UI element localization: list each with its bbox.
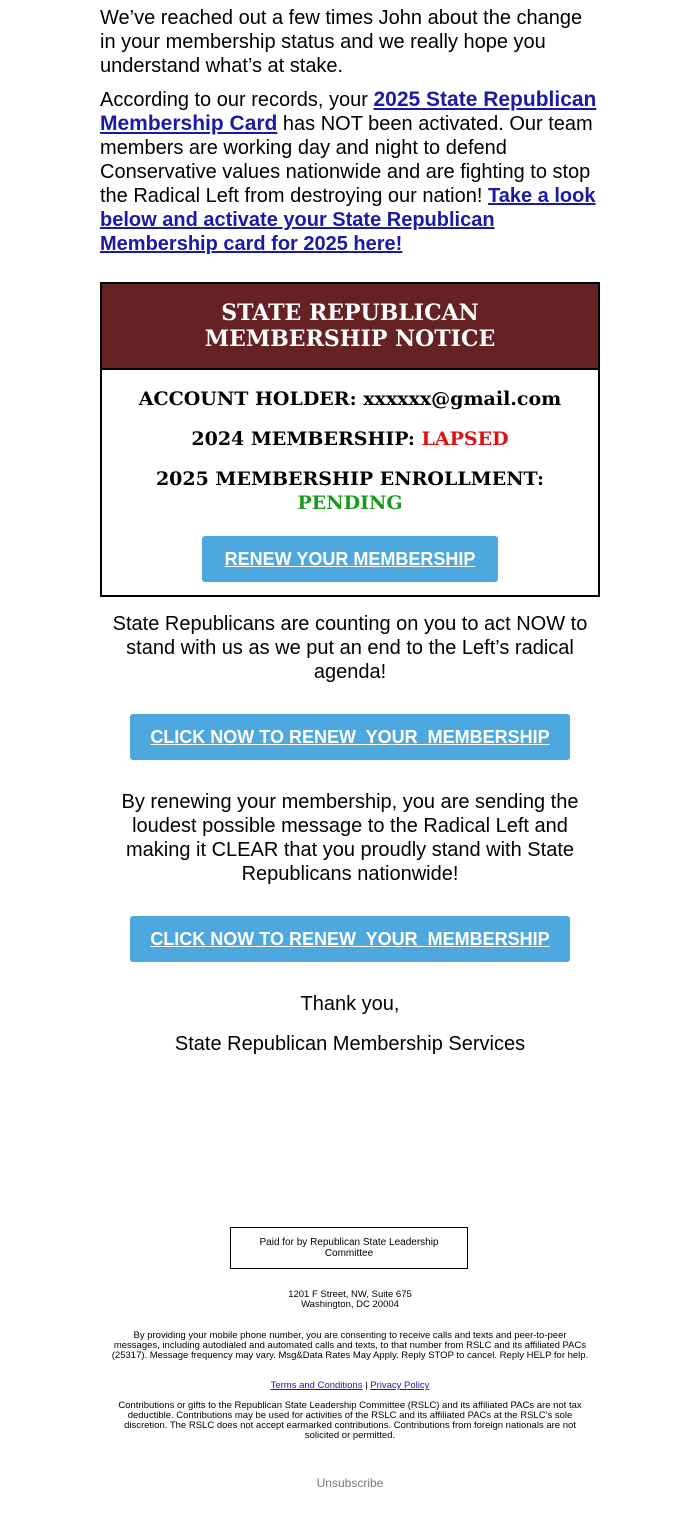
email-intro (100, 0, 600, 256)
renewal-message-paragraph: By renewing your membership, you are sending the loudest possible message to the Radical Left and making it CLEAR that you proudly stand with State Republicans nationwide! (121, 791, 579, 885)
intro-paragraph-2 (100, 88, 600, 256)
links-separator: | (362, 1380, 371, 1391)
address-line-1: 1201 F Street, NW, Suite 675 (288, 1289, 412, 1300)
call-to-action-paragraph: State Republicans are counting on you to act NOW to stand with us as we put an end to the Left’s radical agenda! (112, 613, 588, 683)
membership-2025-label: 2025 MEMBERSHIP ENROLLMENT: (155, 468, 545, 490)
account-holder-row (102, 387, 598, 411)
paid-for-text: Paid for by Republican State Leadership Committee (259, 1237, 439, 1259)
contributions-disclaimer: Contributions or gifts to the Republican State Leadership Committee (RSLC) and its affiliated PACs are not tax deductible. Contributions may be used for activities of the RSLC and its affiliated PACs at the RSLC’s sole discretion. The RSLC does not accept earmarked contributions. Contributions from foreign nationals are not solicited or permitted. (118, 1400, 582, 1441)
sms-disclaimer: By providing your mobile phone number, you are consenting to receive calls and texts and peer-to-peer messages, including autodialed and automated calls and texts, to that number from RSLC and its affiliated PACs (25317). Message frequency may vary. Msg&Data Rates May Apply. Reply STOP to cancel. Reply HELP for help. (111, 1330, 589, 1361)
click-renew-button-1[interactable]: CLICK NOW TO RENEW YOUR MEMBERSHIP (130, 714, 570, 760)
membership-2024-status: LAPSED (421, 428, 509, 450)
intro-paragraph-1: We’ve reached out a few times John about the change in your membership status and we really hope you understand what’s at stake. (100, 7, 583, 77)
legal-links (110, 1381, 590, 1391)
notice-header (102, 284, 598, 370)
membership-2025-row (102, 467, 598, 515)
activate-card-link[interactable]: Take a look below and activate your State Republican Membership card for 2025 here! (100, 185, 596, 255)
membership-notice-box (100, 282, 600, 597)
mailing-address (110, 1290, 590, 1310)
membership-2025-status: PENDING (297, 492, 403, 514)
account-holder-label: ACCOUNT HOLDER: (138, 388, 364, 410)
privacy-link[interactable]: Privacy Policy (370, 1380, 430, 1391)
membership-card-link[interactable]: 2025 State Republican Membership Card (100, 88, 597, 135)
terms-link[interactable]: Terms and Conditions (270, 1380, 363, 1391)
signature-text: State Republican Membership Services (174, 1033, 526, 1055)
unsubscribe-link[interactable]: Unsubscribe (316, 1476, 384, 1490)
notice-title: STATE REPUBLICAN MEMBERSHIP NOTICE (204, 300, 496, 352)
thank-you-text: Thank you, (300, 993, 400, 1015)
intro-text-middle: has NOT been activated. Our team members are working day and night to defend Conservative values nationwide and are fighting to stop the Radical Left from destroying our nation! (100, 113, 593, 207)
click-renew-button-2[interactable]: CLICK NOW TO RENEW YOUR MEMBERSHIP (130, 916, 570, 962)
account-holder-email: xxxxxx@gmail.com (363, 388, 562, 410)
paid-for-disclaimer (230, 1227, 468, 1269)
membership-2024-row (102, 427, 598, 451)
membership-2024-label: 2024 MEMBERSHIP: (191, 428, 422, 450)
address-line-2: Washington, DC 20004 (301, 1299, 399, 1310)
intro-text-start: According to our records, your (100, 89, 374, 111)
notice-body (102, 387, 598, 515)
renew-membership-button[interactable]: RENEW YOUR MEMBERSHIP (202, 536, 498, 582)
